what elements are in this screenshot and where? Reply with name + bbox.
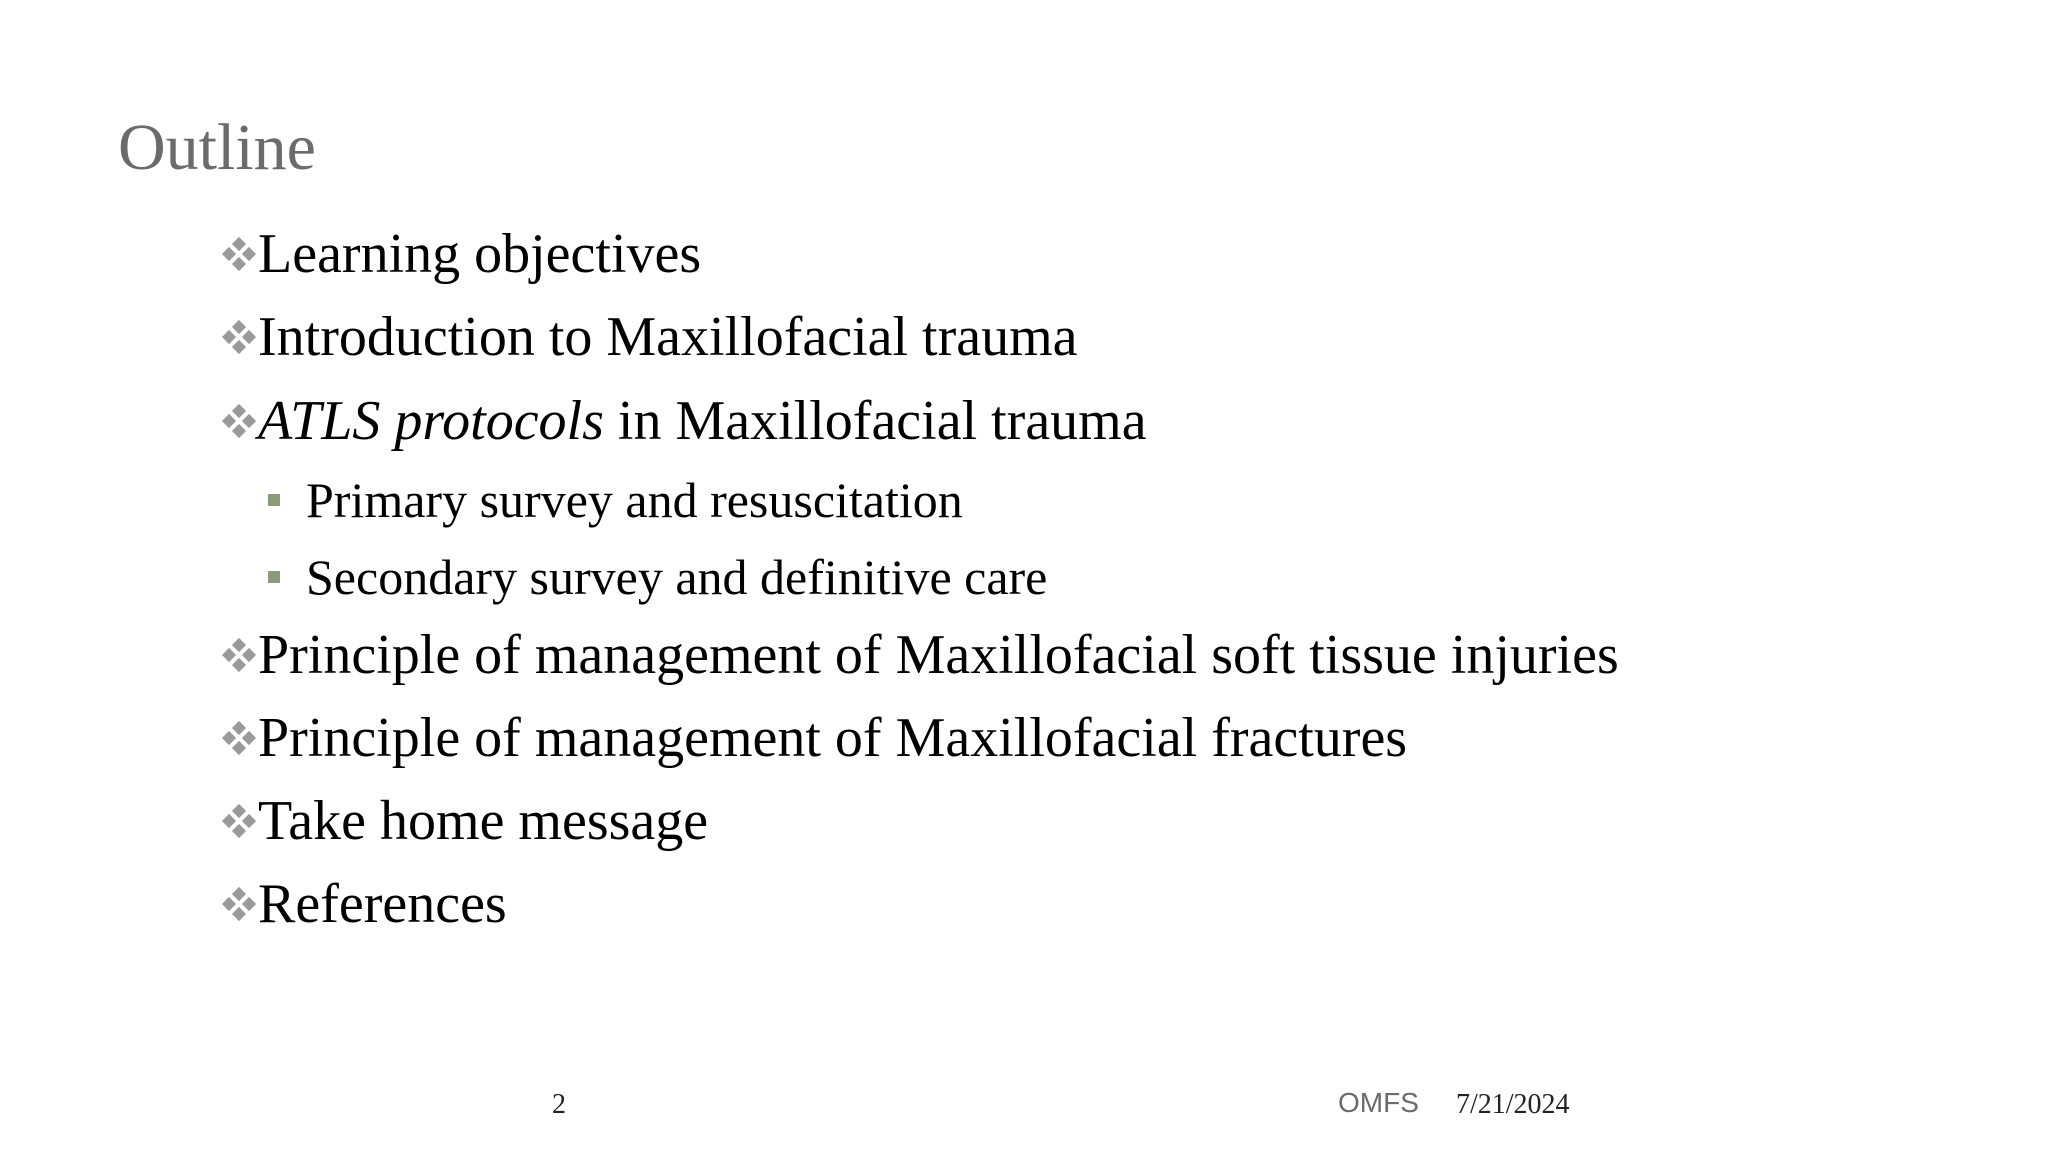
outline-subitem [268, 468, 963, 532]
outline-item [222, 785, 708, 857]
diamond-bullet-icon [222, 804, 256, 838]
outline-item-label: Introduction to Maxillofacial trauma [258, 306, 1078, 368]
diamond-bullet-icon [222, 320, 256, 354]
outline-item [222, 619, 1619, 691]
outline-subitem-label: Primary survey and resuscitation [306, 472, 963, 528]
outline-item [222, 702, 1407, 774]
emphasis-text: ATLS protocols [258, 390, 604, 452]
diamond-bullet-icon [222, 404, 256, 438]
diamond-bullet-icon [222, 721, 256, 755]
square-bullet-icon [268, 494, 280, 506]
outline-item [222, 218, 701, 290]
outline-item-label: Principle of management of Maxillofacial fractures [258, 707, 1408, 769]
diamond-bullet-icon [222, 887, 256, 921]
footer-page-number: 2 [552, 1089, 566, 1120]
outline-item-label: Principle of management of Maxillofacial soft tissue injuries [258, 624, 1619, 686]
outline-item [222, 868, 507, 940]
outline-subitem [268, 545, 1047, 609]
outline-item-label: Learning objectives [258, 223, 702, 285]
item-rest-text: in Maxillofacial trauma [603, 390, 1147, 452]
square-bullet-icon [268, 571, 280, 583]
outline-item-label [258, 389, 1147, 453]
outline-item-label: Take home message [258, 790, 709, 852]
diamond-bullet-icon [222, 638, 256, 672]
slide-title: Outline [118, 111, 316, 184]
outline-item [222, 301, 1078, 373]
outline-subitem-label: Secondary survey and definitive care [306, 549, 1048, 605]
footer-org: OMFS [1338, 1087, 1419, 1118]
diamond-bullet-icon [222, 237, 256, 271]
outline-item [222, 385, 1147, 457]
outline-item-label: References [258, 873, 507, 935]
footer-date: 7/21/2024 [1456, 1089, 1570, 1120]
